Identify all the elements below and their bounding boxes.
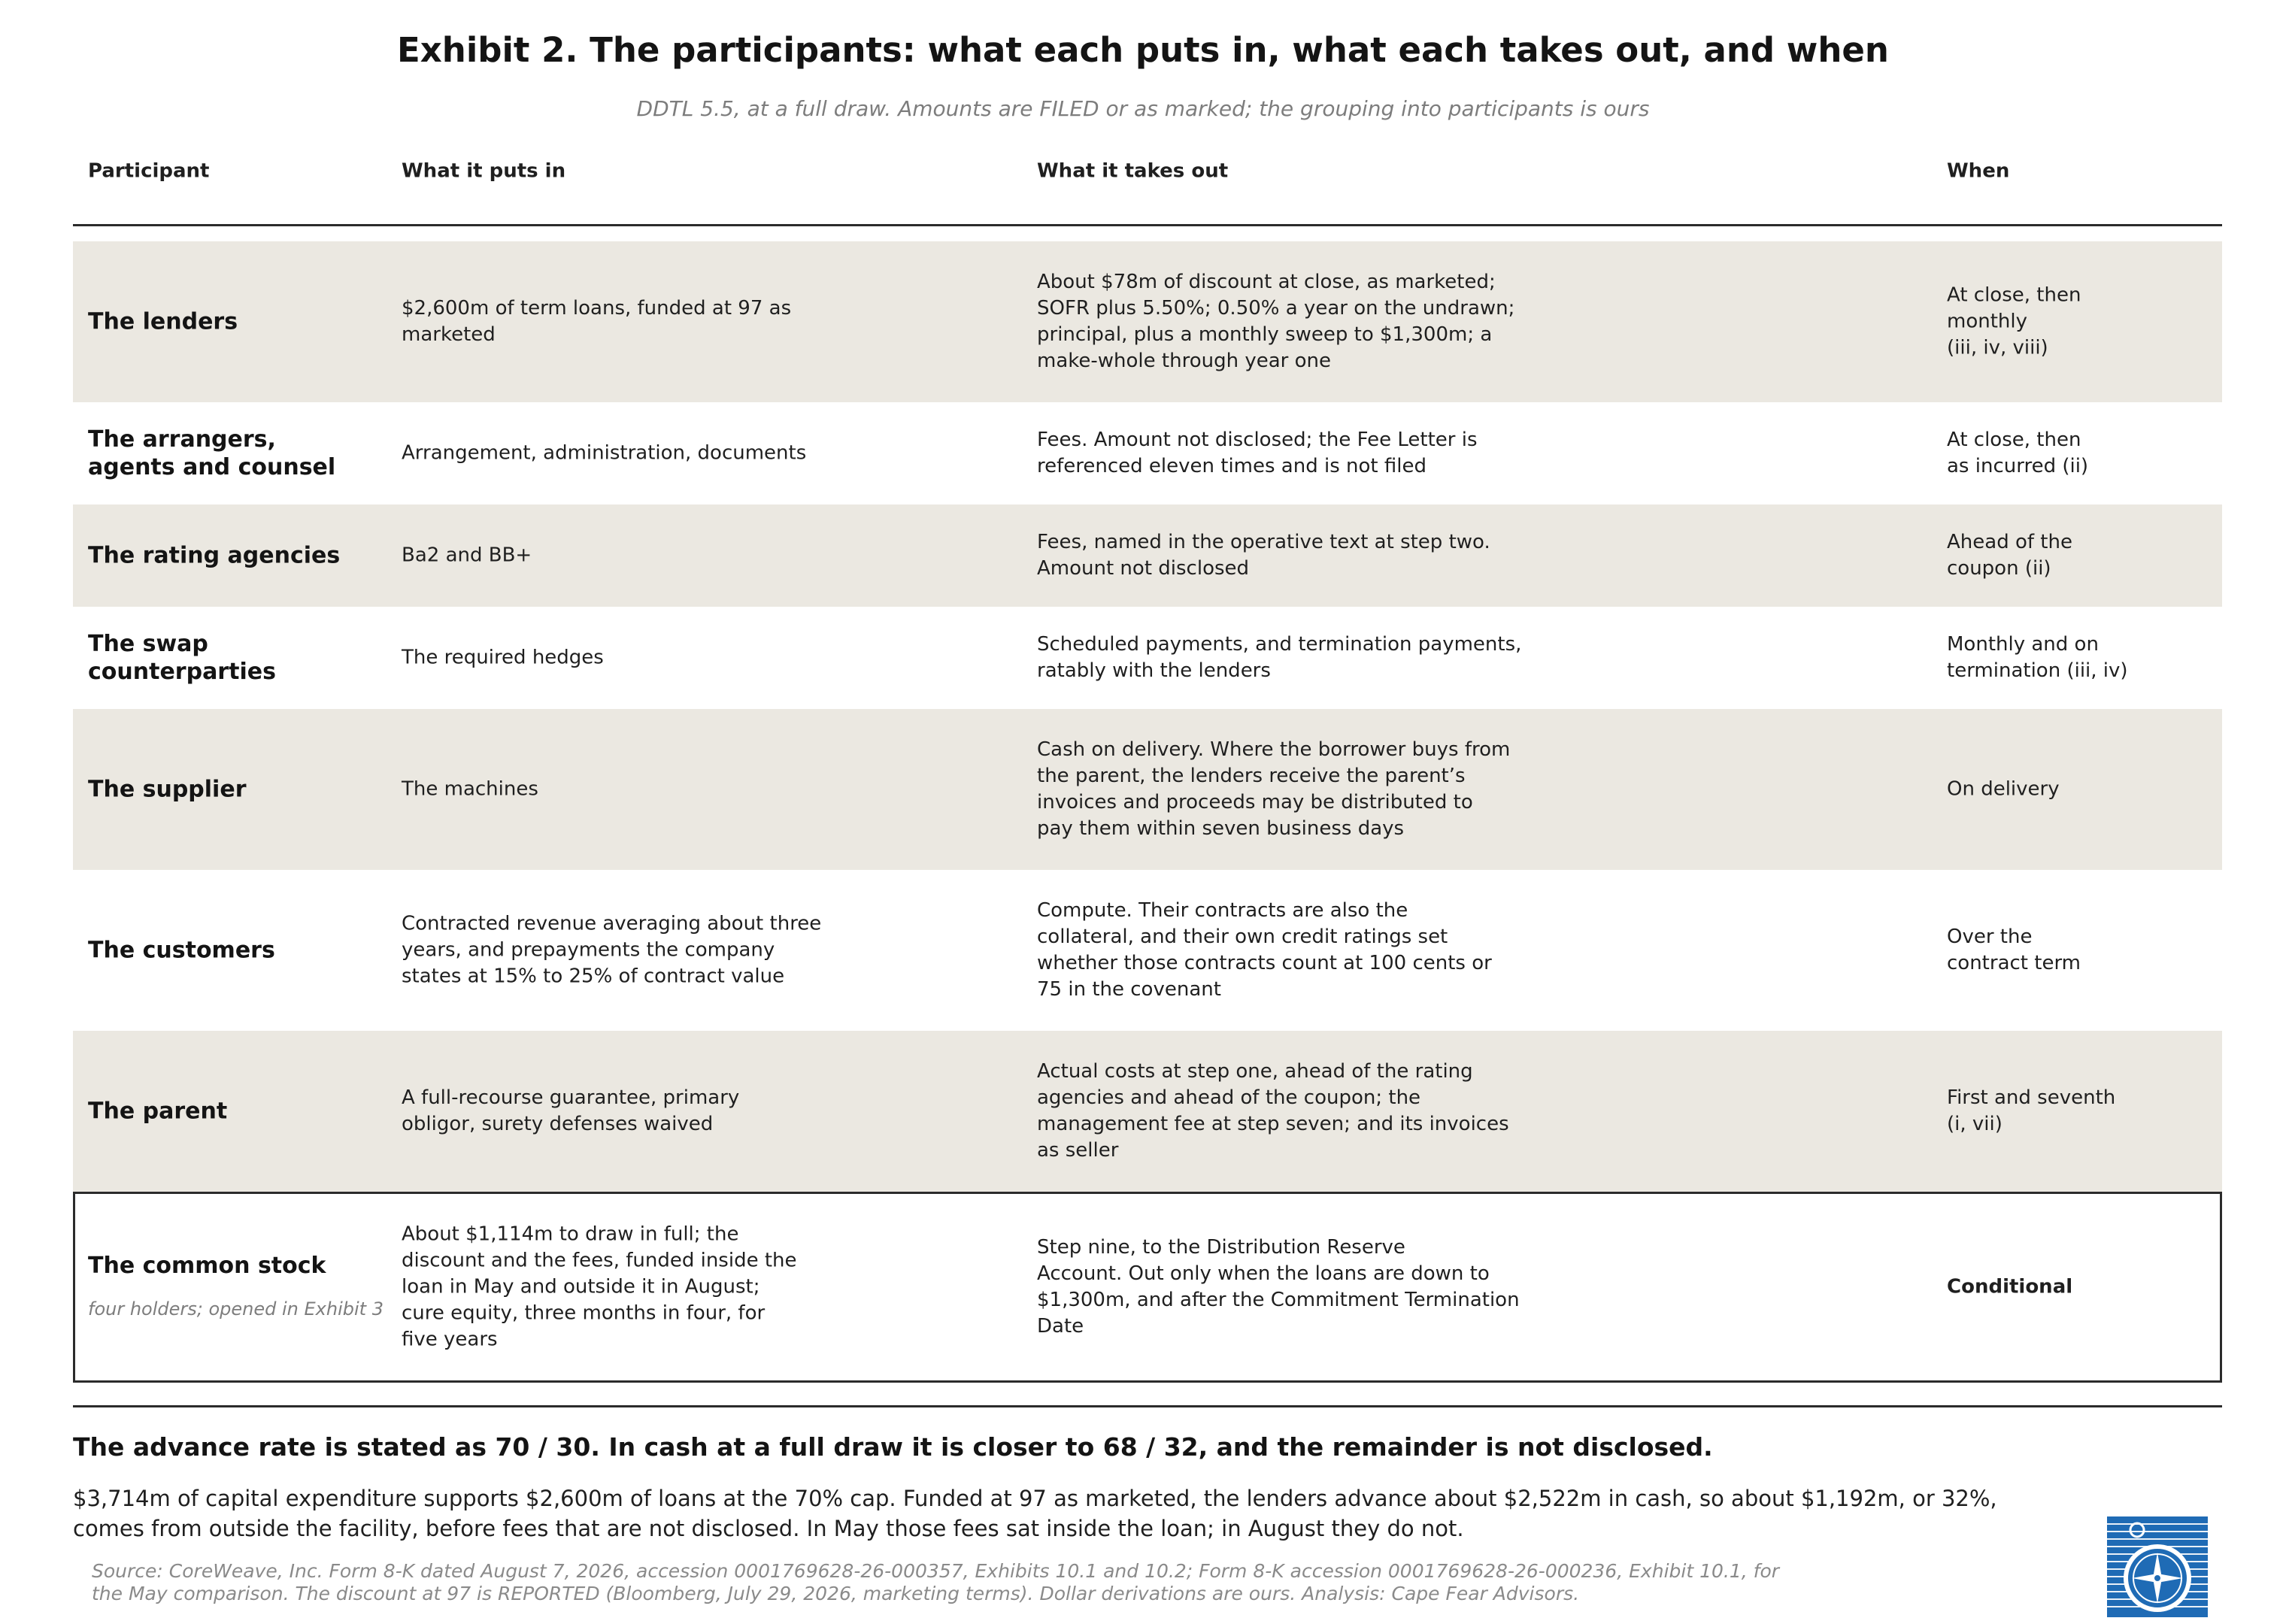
- takes-out-cell: Fees, named in the operative text at step two. Amount not disclosed: [1037, 531, 1490, 580]
- participant-name: The lenders: [88, 308, 238, 335]
- when-cell: Over the contract term: [1947, 926, 2081, 974]
- takes-out-cell: About $78m of discount at close, as marketed; SOFR plus 5.50%; 0.50% a year on the undrawn; principal, plus a monthly sweep to $1,300m; a make-whole through year one: [1037, 271, 1515, 372]
- exhibit-subtitle: DDTL 5.5, at a full draw. Amounts are FILED or as marked; the grouping into participants is ours: [636, 96, 1650, 121]
- participant-name: The parent: [88, 1098, 228, 1125]
- participant-name: The rating agencies: [88, 542, 341, 569]
- takes-out-cell: Scheduled payments, and termination payments, ratably with the lenders: [1037, 633, 1522, 682]
- puts-in-cell: Contracted revenue averaging about three years, and prepayments the company states at 15% to 25% of contract value: [402, 912, 822, 988]
- puts-in-cell: $2,600m of term loans, funded at 97 as marketed: [402, 297, 792, 346]
- column-header-puts-in: What it puts in: [402, 159, 566, 183]
- summary-headline: The advance rate is stated as 70 / 30. In cash at a full draw it is closer to 68 / 32, and the remainder is not disclosed.: [73, 1432, 1713, 1462]
- when-cell: Ahead of the coupon (ii): [1947, 531, 2072, 580]
- puts-in-cell: The required hedges: [402, 646, 604, 669]
- table-row: [73, 1031, 2222, 1192]
- table-row: [73, 504, 2222, 607]
- column-header-takes-out: What it takes out: [1037, 159, 1229, 183]
- divider: [73, 1405, 2222, 1407]
- table-row-highlighted: [73, 1192, 2222, 1383]
- puts-in-cell: About $1,114m to draw in full; the discount and the fees, funded inside the loan in May and outside it in August; cure equity, three months in four, for five years: [402, 1223, 797, 1351]
- when-cell: On delivery: [1947, 777, 2060, 801]
- exhibit-title: Exhibit 2. The participants: what each puts in, what each takes out, and when: [397, 30, 1889, 70]
- participants-table: [73, 158, 2222, 1383]
- puts-in-cell: Arrangement, administration, documents: [402, 441, 807, 465]
- when-cell: Monthly and on termination (iii, iv): [1947, 633, 2128, 682]
- source-note: Source: CoreWeave, Inc. Form 8-K dated August 7, 2026, accession 0001769628-26-000357, Exhibits 10.1 and 10.2; Form 8-K accession 0001769628-26-000236, Exhibit 10.1, for the May comparison. The discount at 97 is REPORTED (Bloomberg, July 29, 2026, marketing terms). Dollar derivations are ours. Analysis: Cape Fear Advisors.: [92, 1560, 1780, 1604]
- summary-body: $3,714m of capital expenditure supports $2,600m of loans at the 70% cap. Funded at 97 as marketed, the lenders advance about $2,522m in cash, so about $1,192m, or 32%, comes from outside the facility, before fees that are not disclosed. In May those fees sat inside the loan; in August they do not.: [73, 1486, 1997, 1541]
- column-header-when: When: [1947, 159, 2010, 183]
- participant-name: The swap counterparties: [88, 631, 276, 685]
- table-row: [73, 241, 2222, 402]
- table-row: [73, 870, 2222, 1031]
- participant-name: The supplier: [88, 776, 247, 803]
- takes-out-cell: Compute. Their contracts are also the collateral, and their own credit ratings set whether those contracts count at 100 cents or 75 in the covenant: [1037, 899, 1492, 1001]
- compass-icon: [2107, 1516, 2208, 1617]
- puts-in-cell: The machines: [402, 777, 538, 801]
- participant-cell: [88, 1252, 389, 1323]
- table-header: [73, 158, 2222, 226]
- when-cell: First and seventh (i, vii): [1947, 1086, 2116, 1135]
- puts-in-cell: Ba2 and BB+: [402, 544, 532, 567]
- participant-note: four holders; opened in Exhibit 3: [88, 1298, 384, 1320]
- participant-name: The arrangers, agents and counsel: [88, 426, 336, 480]
- takes-out-cell: Actual costs at step one, ahead of the rating agencies and ahead of the coupon; the management fee at step seven; and its invoices as seller: [1037, 1060, 1509, 1162]
- puts-in-cell: A full-recourse guarantee, primary obligor, surety defenses waived: [402, 1086, 740, 1135]
- takes-out-cell: Cash on delivery. Where the borrower buys from the parent, the lenders receive the parent’s invoices and proceeds may be distributed to pay them within seven business days: [1037, 738, 1511, 840]
- when-cell: At close, then monthly (iii, iv, viii): [1947, 283, 2081, 359]
- takes-out-cell: Step nine, to the Distribution Reserve Account. Out only when the loans are down to $1,300m, and after the Commitment Termination Date: [1037, 1236, 1520, 1338]
- table-row: [73, 402, 2222, 504]
- column-header-participant: Participant: [88, 159, 210, 183]
- when-cell: Conditional: [1947, 1275, 2073, 1298]
- participant-name: The common stock: [88, 1253, 326, 1279]
- participant-name: The customers: [88, 937, 275, 964]
- table-row: [73, 607, 2222, 709]
- takes-out-cell: Fees. Amount not disclosed; the Fee Letter is referenced eleven times and is not filed: [1037, 429, 1478, 477]
- when-cell: At close, then as incurred (ii): [1947, 429, 2089, 477]
- table-row: [73, 709, 2222, 870]
